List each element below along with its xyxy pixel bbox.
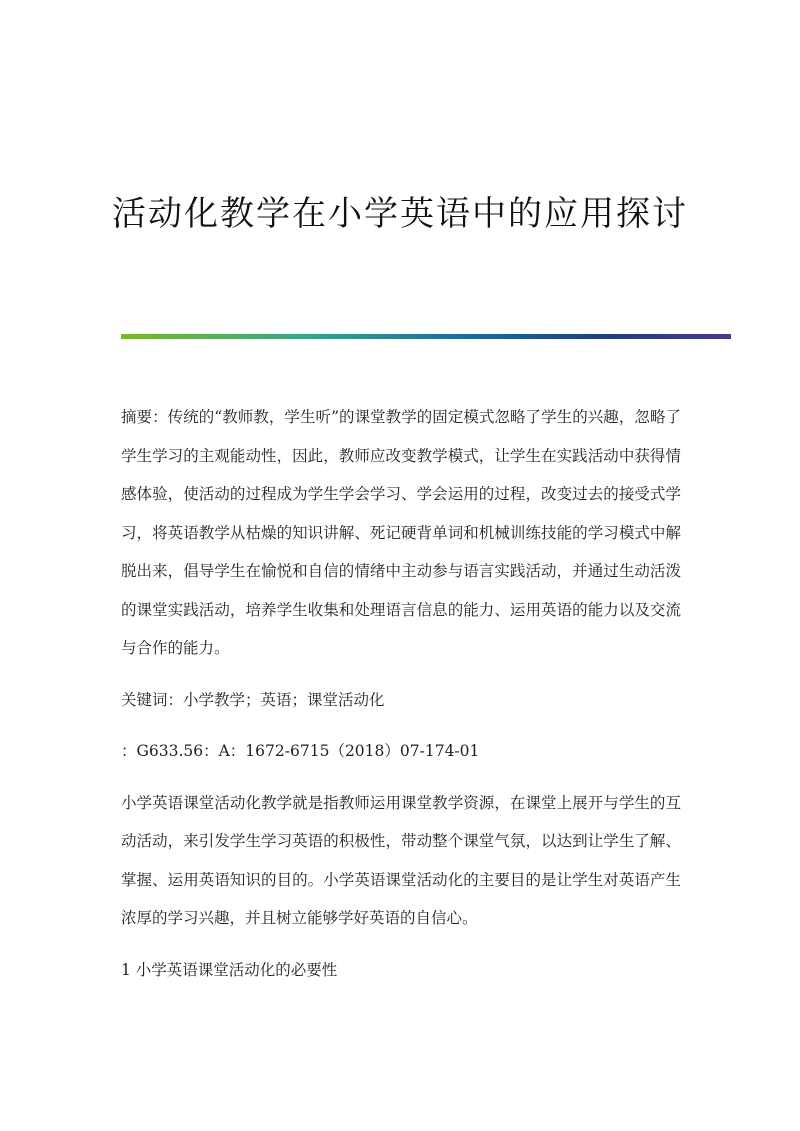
section-heading: 1 小学英语课堂活动化的必要性 — [121, 960, 338, 979]
classification-line: ：G633.56：A：1672-6715（2018）07-174-01 — [121, 742, 480, 760]
title-divider — [121, 334, 731, 339]
intro-paragraph: 小学英语课堂活动化教学就是指教师运用课堂教学资源，在课堂上展开与学生的互动活动，来引发学生学习英语的积极性，带动整个课堂气氛，以达到让学生了解、掌握、运用英语知识的目的。小学英语课堂活动化的主要目的是让学生对英语产生浓厚的学习兴趣，并且树立能够学好英语的自信心。 — [121, 793, 681, 927]
document-title: 活动化教学在小学英语中的应用探讨 — [112, 194, 688, 234]
abstract-paragraph: 摘要：传统的“教师教，学生听”的课堂教学的固定模式忽略了学生的兴趣，忽略了学生学习的主观能动性，因此，教师应改变教学模式，让学生在实践活动中获得情感体验，使活动的过程成为学生学会学习、学会运用的过程，改变过去的接受式学习，将英语教学从枯燥的知识讲解、死记硬背单词和机械训练技能的学习模式中解脱出来，倡导学生在愉悦和自信的情绪中主动参与语言实践活动，并通过生动活泼的课堂实践活动，培养学生收集和处理语言信息的能力、运用英语的能力以及交流与合作的能力。 — [121, 408, 681, 657]
document-body — [121, 398, 681, 989]
keywords-line: 关键词：小学教学；英语；课堂活动化 — [121, 690, 385, 709]
